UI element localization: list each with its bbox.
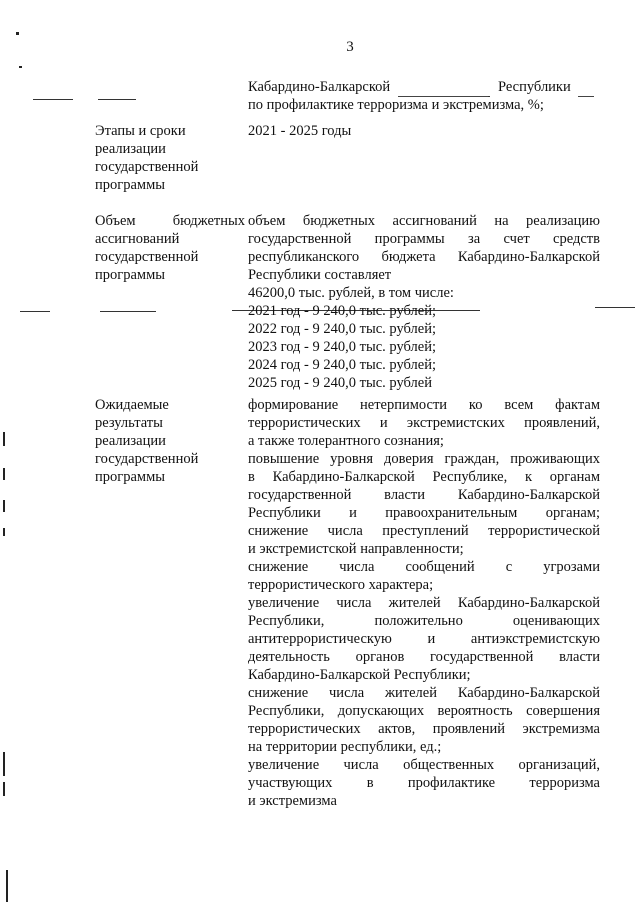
value-line: государственной программы за счет средств bbox=[248, 231, 600, 247]
value-line: Кабардино-Балкарской Республики; bbox=[248, 667, 471, 683]
scan-edge-mark bbox=[3, 528, 5, 536]
label-line: Объем бюджетных bbox=[95, 213, 245, 229]
label-line: Ожидаемые bbox=[95, 397, 169, 413]
value-line: 2024 год - 9 240,0 тыс. рублей; bbox=[248, 357, 436, 373]
value-line: снижение числа жителей Кабардино-Балкарской bbox=[248, 685, 600, 701]
row-value-results bbox=[248, 396, 600, 810]
value-line: Республики, допускающих вероятность совершения bbox=[248, 703, 600, 719]
row-label-results bbox=[95, 396, 245, 486]
scan-edge-mark bbox=[3, 782, 5, 796]
label-line: программы bbox=[95, 267, 165, 283]
value-line: 2022 год - 9 240,0 тыс. рублей; bbox=[248, 321, 436, 337]
value-line: в Кабардино-Балкарской Республике, к органам bbox=[248, 469, 600, 485]
value-line: террористических и экстремистских проявлений, bbox=[248, 415, 600, 431]
value-line: формирование нетерпимости ко всем фактам bbox=[248, 397, 600, 413]
value-line: 2021 - 2025 годы bbox=[248, 123, 352, 139]
table-rule bbox=[98, 99, 136, 100]
scan-edge-mark bbox=[3, 752, 5, 776]
header-underline bbox=[578, 96, 594, 97]
row-label-budget bbox=[95, 212, 245, 284]
value-line: государственной власти Кабардино-Балкарской bbox=[248, 487, 600, 503]
scan-edge-mark bbox=[3, 432, 5, 446]
value-line: повышение уровня доверия граждан, проживающих bbox=[248, 451, 600, 467]
label-line: ассигнований bbox=[95, 231, 180, 247]
label-line: государственной bbox=[95, 451, 199, 467]
page-number: 3 bbox=[346, 39, 354, 55]
value-line: увеличение числа общественных организаций, bbox=[248, 757, 600, 773]
label-line: государственной bbox=[95, 249, 199, 265]
value-line: Республики и правоохранительным органам; bbox=[248, 505, 600, 521]
value-line: террористического характера; bbox=[248, 577, 434, 593]
label-line: реализации bbox=[95, 433, 166, 449]
value-line: 2025 год - 9 240,0 тыс. рублей bbox=[248, 375, 432, 391]
value-line: Республики составляет bbox=[248, 267, 392, 283]
table-rule bbox=[595, 307, 635, 308]
scan-speck bbox=[19, 66, 22, 68]
value-line: на территории республики, ед.; bbox=[248, 739, 442, 755]
label-line: программы bbox=[95, 177, 165, 193]
value-line: республиканского бюджета Кабардино-Балкарской bbox=[248, 249, 600, 265]
header-line-1-right: Республики bbox=[498, 79, 571, 95]
row-value-stages bbox=[248, 122, 600, 140]
scan-speck bbox=[16, 32, 19, 35]
table-rule bbox=[20, 311, 50, 312]
row-label-stages bbox=[95, 122, 245, 194]
value-line: антитеррористическую и антиэкстремистскую bbox=[248, 631, 600, 647]
value-line: и экстремистской направленности; bbox=[248, 541, 464, 557]
value-line: снижение числа преступлений террористической bbox=[248, 523, 600, 539]
value-line: Республики, положительно оценивающих bbox=[248, 613, 600, 629]
value-line: 46200,0 тыс. рублей, в том числе: bbox=[248, 285, 454, 301]
scan-edge-mark bbox=[6, 870, 8, 902]
value-line: увеличение числа жителей Кабардино-Балкарской bbox=[248, 595, 600, 611]
value-line: участвующих в профилактике терроризма bbox=[248, 775, 600, 791]
value-line: террористических актов, проявлений экстремизма bbox=[248, 721, 600, 737]
value-line: и экстремизма bbox=[248, 793, 337, 809]
value-line: снижение числа сообщений с угрозами bbox=[248, 559, 600, 575]
label-line: Этапы и сроки bbox=[95, 123, 186, 139]
value-line: 2023 год - 9 240,0 тыс. рублей; bbox=[248, 339, 436, 355]
label-line: результаты bbox=[95, 415, 163, 431]
table-rule bbox=[33, 99, 73, 100]
scan-edge-mark bbox=[3, 500, 5, 512]
table-rule bbox=[100, 311, 156, 312]
header-line-2: по профилактике терроризма и экстремизма, %; bbox=[248, 97, 544, 113]
row-value-budget bbox=[248, 212, 600, 392]
value-line: а также толерантного сознания; bbox=[248, 433, 444, 449]
label-line: программы bbox=[95, 469, 165, 485]
label-line: реализации bbox=[95, 141, 166, 157]
value-line: деятельность органов государственной власти bbox=[248, 649, 600, 665]
header-line-1-left: Кабардино-Балкарской bbox=[248, 79, 391, 95]
value-line: объем бюджетных ассигнований на реализацию bbox=[248, 213, 600, 229]
value-line: 2021 год - 9 240,0 тыс. рублей; bbox=[248, 303, 436, 319]
scan-edge-mark bbox=[3, 468, 5, 480]
label-line: государственной bbox=[95, 159, 199, 175]
